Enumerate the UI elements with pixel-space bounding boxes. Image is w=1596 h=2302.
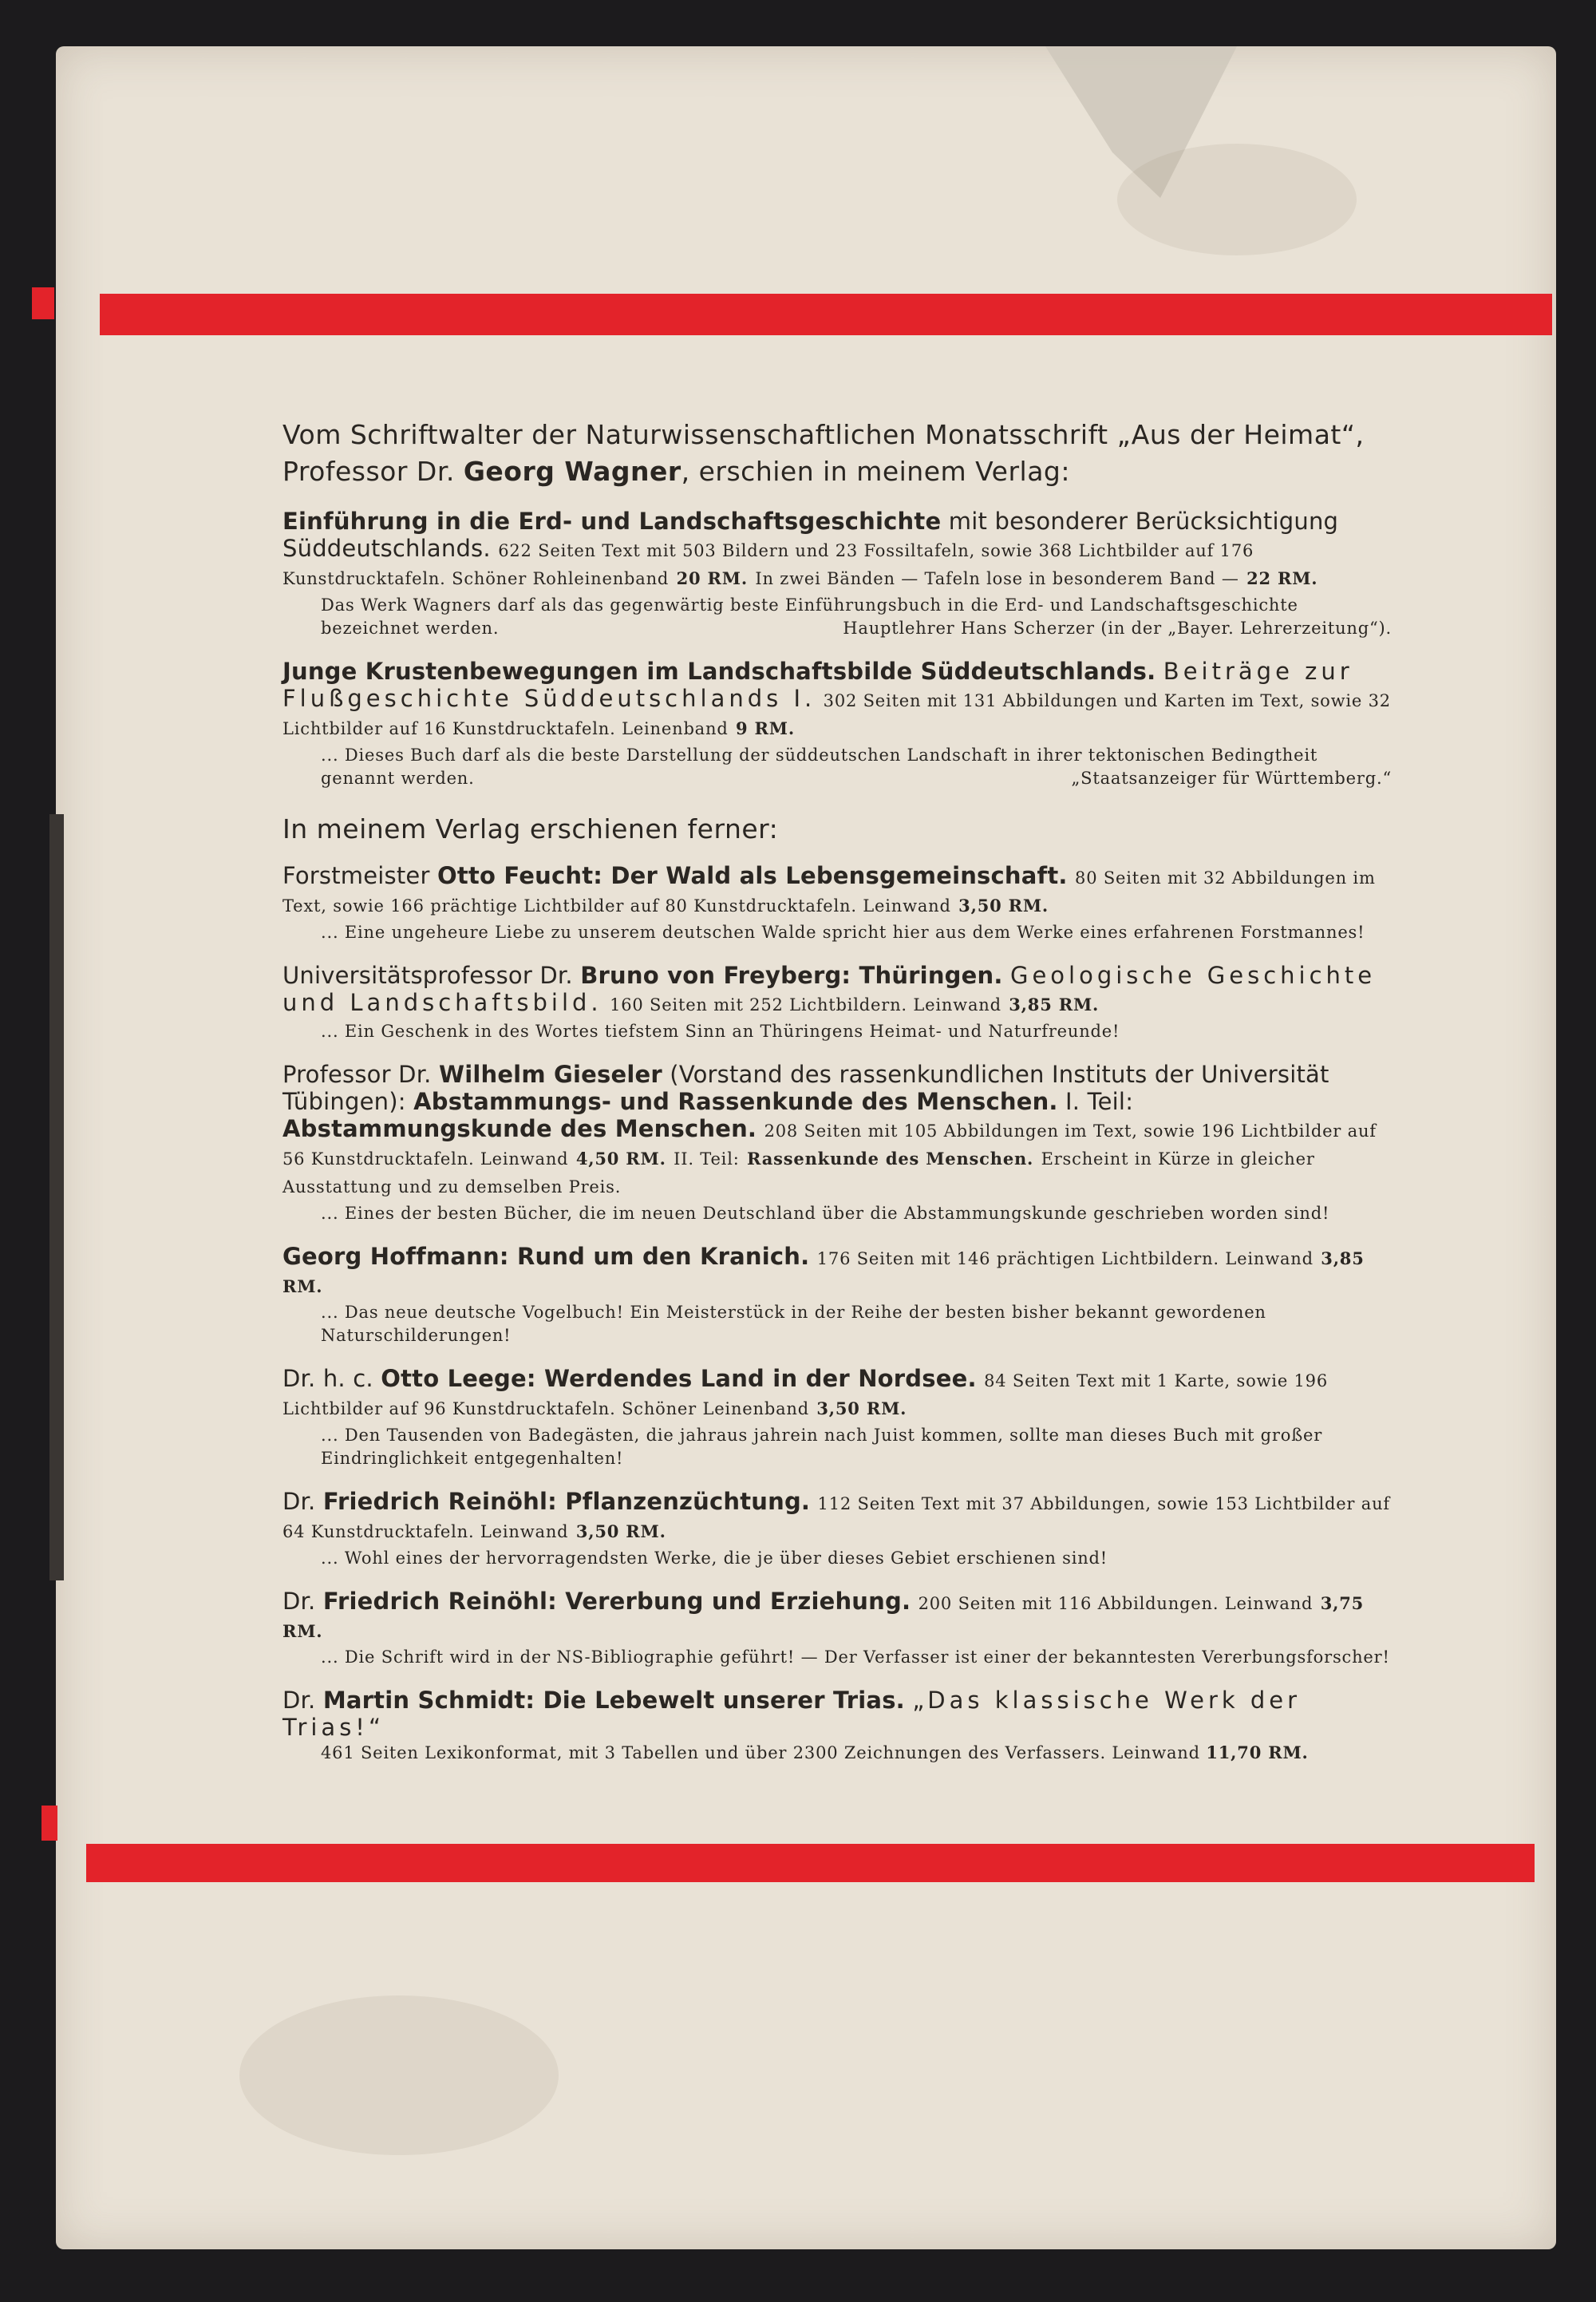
book-title: Einführung in die Erd- und Landschaftsgeschichte [282, 508, 942, 535]
book-price: 3,50 RM. [575, 1521, 666, 1541]
spine-strip [49, 814, 64, 1580]
book-price: 20 RM. [676, 568, 748, 588]
section-heading: In meinem Verlag erschienen ferner: [282, 813, 779, 844]
book-price: 3,50 RM. [958, 896, 1049, 916]
book-details: 461 Seiten Lexikonformat, mit 3 Tabellen und über 2300 Zeichnungen des Verfassers. Leinwand [321, 1743, 1200, 1762]
red-band-bottom [86, 1844, 1535, 1882]
review-quote: ... Eine ungeheure Liebe zu unserem deutschen Walde spricht hier aus dem Werke eines erfahrenen Forstmannes! [321, 923, 1365, 942]
book-details: 622 Seiten Text mit 503 Bildern und 23 Fossiltafeln, sowie 368 Lichtbilder auf 176 Kunstdrucktafeln. Schöner Rohleinenband [282, 541, 1254, 588]
book-subtitle: mit besonderer Berücksichtigung Süddeutschlands. [282, 508, 1339, 562]
book-entry: Dr. Martin Schmidt: Die Lebewelt unserer Trias. „Das klassische Werk der Trias!“ 461 Seiten Lexikonformat, mit 3 Tabellen und über 2300 Zeichnungen des Verfassers. Leinwand 11,70 RM. [282, 1687, 1309, 1762]
book-details: 160 Seiten mit 252 Lichtbildern. Leinwand [610, 995, 1001, 1015]
book-details: 84 Seiten Text mit 1 Karte, sowie 196 Lichtbilder auf 96 Kunstdrucktafeln. Schöner Leinenband [282, 1371, 1329, 1418]
book-price: 4,50 RM. [575, 1149, 666, 1169]
book-entry: Dr. Friedrich Reinöhl: Vererbung und Erziehung. 200 Seiten mit 116 Abbildungen. Leinwand 3,75 RM. ... Die Schrift wird in der NS-Bibliographie geführt! — Der Verfasser ist einer der bekanntesten Vererbungsforscher! [282, 1588, 1392, 1669]
book-entry: Dr. h. c. Otto Leege: Werdendes Land in der Nordsee. 84 Seiten Text mit 1 Karte, sowie 196 Lichtbilder auf 96 Kunstdrucktafeln. Schöner Leinenband 3,50 RM. ... Den Tausenden von Badegästen, die jahraus jahrein nach Juist kommen, sollte man dieses Buch mit großer Eindringlichkeit entgegenhalten! [282, 1365, 1392, 1470]
book-price: 22 RM. [1246, 568, 1318, 588]
book-entry: Dr. Friedrich Reinöhl: Pflanzenzüchtung. 112 Seiten Text mit 37 Abbildungen, sowie 153 Lichtbilder auf 64 Kunstdrucktafeln. Leinwand 3,50 RM. ... Wohl eines der hervorragendsten Werke, die je über dieses Gebiet erschienen sind! [282, 1488, 1392, 1570]
book-price: 3,75 RM. [282, 1593, 1365, 1641]
book-entry: Forstmeister Otto Feucht: Der Wald als Lebensgemeinschaft. 80 Seiten mit 32 Abbildungen im Text, sowie 166 prächtige Lichtbilder auf 80 Kunstdrucktafeln. Leinwand 3,50 RM. ... Eine ungeheure Liebe zu unserem deutschen Walde spricht hier aus dem Werke eines erfahrenen Forstmannes! [282, 862, 1392, 944]
book-details: Erscheint in Kürze in gleicher Ausstattung und zu demselben Preis. [282, 1149, 1315, 1196]
review-quote: ... Die Schrift wird in der NS-Bibliographie geführt! — Der Verfasser ist einer der bekanntesten Vererbungsforscher! [321, 1647, 1390, 1667]
book-price: 3,85 RM. [1009, 995, 1100, 1015]
book-entry: Universitätsprofessor Dr. Bruno von Freyberg: Thüringen. Geologische Geschichte und Landschaftsbild. 160 Seiten mit 252 Lichtbildern. Leinwand 3,85 RM. ... Ein Geschenk in des Wortes tiefstem Sinn an Thüringens Heimat- und Naturfreunde! [282, 962, 1392, 1043]
red-band-top [100, 294, 1552, 335]
book-entry: Professor Dr. Wilhelm Gieseler (Vorstand des rassenkundlichen Instituts der Universität Tübingen): Abstammungs- und Rassenkunde des Menschen. I. Teil: Abstammungskunde des Menschen. 208 Seiten mit 105 Abbildungen im Text, sowie 196 Lichtbilder auf 56 Kunstdrucktafeln. Leinwand 4,50 RM. II. Teil: Rassenkunde des Menschen. Erscheint in Kürze in gleicher Ausstattung und zu demselben Preis. ... Eines der besten Bücher, die im neuen Deutschland über die Abstammungskunde geschrieben worden sind! [282, 1061, 1392, 1225]
red-band-edge-bottom [41, 1806, 57, 1841]
paper-stain [239, 1995, 559, 2155]
book-part-title: Abstammungskunde des Menschen. [282, 1115, 757, 1142]
book-title: Bruno von Freyberg: Thüringen. [580, 962, 1003, 989]
book-price: 3,85 RM. [282, 1248, 1365, 1296]
book-price: 11,70 RM. [1206, 1742, 1309, 1762]
red-band-edge-top [32, 287, 54, 319]
intro-prefix: Professor Dr. [282, 456, 464, 487]
review-quote: ... Ein Geschenk in des Wortes tiefstem Sinn an Thüringens Heimat- und Naturfreunde! [321, 1022, 1120, 1041]
intro-line1: Vom Schriftwalter der Naturwissenschaftlichen Monatsschrift „Aus der Heimat“, [282, 419, 1365, 450]
review-quote: ... Dieses Buch darf als die beste Darstellung der süddeutschen Landschaft in ihrer tektonischen Bedingtheit genannt werden. „Staatsanzeiger für Württemberg.“ [282, 744, 1392, 790]
advertisement-text [282, 417, 1392, 1782]
author-name: Georg Wagner [463, 456, 681, 487]
book-title: Otto Feucht: Der Wald als Lebensgemeinschaft. [437, 862, 1068, 889]
intro-paragraph [282, 417, 1392, 490]
book-subtitle: Beiträge zur Flußgeschichte Süddeutschlands I. [282, 658, 1353, 712]
book-title: Junge Krustenbewegungen im Landschaftsbilde Süddeutschlands. [282, 658, 1156, 685]
book-price: 9 RM. [736, 718, 795, 738]
book-part-title: Rassenkunde des Menschen. [747, 1149, 1034, 1169]
book-title: Abstammungs- und Rassenkunde des Menschen. [413, 1088, 1058, 1115]
review-quote: ... Das neue deutsche Vogelbuch! Ein Meisterstück in der Reihe der besten bisher bekannt gewordenen Naturschilderungen! [321, 1303, 1266, 1345]
review-quote: ... Wohl eines der hervorragendsten Werke, die je über dieses Gebiet erschienen sind! [321, 1549, 1108, 1568]
quote-source: „Staatsanzeiger für Württemberg.“ [1071, 769, 1392, 788]
book-subtitle: Geologische Geschichte und Landschaftsbild. [282, 962, 1377, 1016]
book-price: 3,50 RM. [816, 1398, 907, 1418]
review-quote: Das Werk Wagners darf als das gegenwärtig beste Einführungsbuch in die Erd- und Landschaftsgeschichte bezeichnet werden. Hauptlehrer Hans Scherzer (in der „Bayer. Lehrerzeitung“). [282, 594, 1392, 640]
book-details: 80 Seiten mit 32 Abbildungen im Text, sowie 166 prächtige Lichtbilder auf 80 Kunstdrucktafeln. Leinwand [282, 868, 1376, 916]
book-entry [282, 508, 1392, 640]
book-details: 112 Seiten Text mit 37 Abbildungen, sowie 153 Lichtbilder auf 64 Kunstdrucktafeln. Leinwand [282, 1494, 1390, 1541]
review-quote: ... Den Tausenden von Badegästen, die jahraus jahrein nach Juist kommen, sollte man dieses Buch mit großer Eindringlichkeit entgegenhalten! [321, 1426, 1323, 1468]
book-details: 200 Seiten mit 116 Abbildungen. Leinwand [918, 1594, 1314, 1613]
book-entry [282, 658, 1392, 790]
intro-suffix: , erschien in meinem Verlag: [681, 456, 1071, 487]
book-subtitle: „Das klassische Werk der Trias!“ [282, 1687, 1302, 1741]
book-details: 176 Seiten mit 146 prächtigen Lichtbildern. Leinwand [816, 1249, 1314, 1268]
book-title: Georg Hoffmann: Rund um den Kranich. [282, 1243, 810, 1270]
quote-source: Hauptlehrer Hans Scherzer (in der „Bayer. Lehrerzeitung“). [843, 619, 1392, 638]
book-title: Martin Schmidt: Die Lebewelt unserer Trias. [322, 1687, 905, 1714]
book-details: 208 Seiten mit 105 Abbildungen im Text, sowie 196 Lichtbilder auf 56 Kunstdrucktafeln. Leinwand [282, 1121, 1377, 1169]
paper-stain [1117, 144, 1357, 255]
book-details: 302 Seiten mit 131 Abbildungen und Karten im Text, sowie 32 Lichtbilder auf 16 Kunstdrucktafeln. Leinenband [282, 691, 1391, 738]
review-quote: ... Eines der besten Bücher, die im neuen Deutschland über die Abstammungskunde geschrieben worden sind! [321, 1204, 1330, 1223]
book-title: Otto Leege: Werdendes Land in der Nordsee. [381, 1365, 977, 1392]
book-entry [282, 1243, 1392, 1347]
book-details: In zwei Bänden — Tafeln lose in besonderem Band — [755, 569, 1239, 588]
book-title: Friedrich Reinöhl: Vererbung und Erziehung. [322, 1588, 911, 1615]
author-name: Wilhelm Gieseler [439, 1061, 662, 1088]
book-title: Friedrich Reinöhl: Pflanzenzüchtung. [322, 1488, 811, 1515]
